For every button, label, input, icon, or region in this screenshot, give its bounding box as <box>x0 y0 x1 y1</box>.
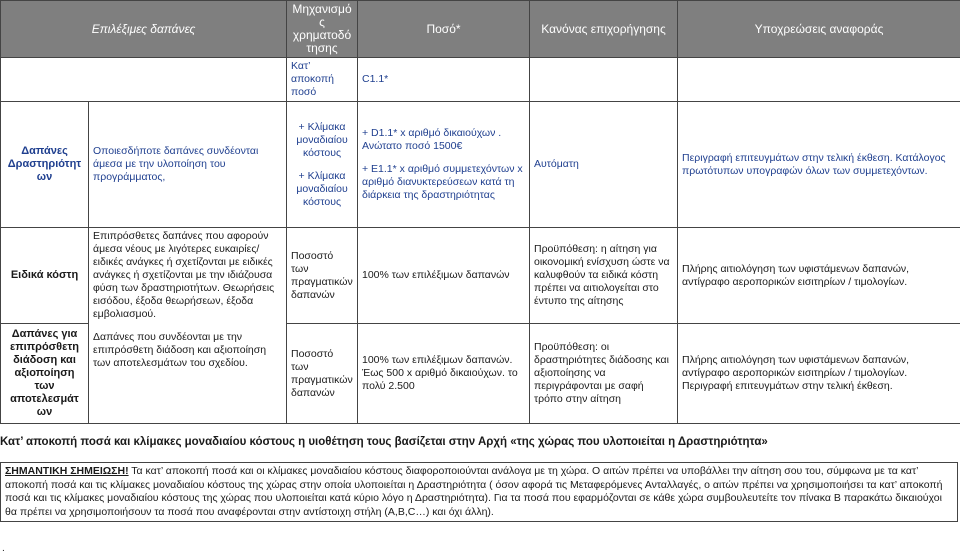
special-rule: Προϋπόθεση: η αίτηση για οικονομική ενίσχυση ώστε να καλυφθούν τα ειδικά κόστη πρέπει να αιτιολογείται στο έντυπο της αίτησης <box>530 228 678 324</box>
activity-reporting: Περιγραφή επιτευγμάτων στην τελική έκθεση. Κατάλογος πρωτότυπων υπογραφών όλων των συμμετεχόντων. <box>678 102 960 228</box>
dissemination-rule: Προϋπόθεση: οι δραστηριότητες διάδοσης και αξιοποίησης να περιγράφονται με σαφή τρόπο στην αίτηση <box>530 324 678 424</box>
activity-costs-description: Οποιεσδήποτε δαπάνες συνδέονται άμεσα με την υλοποίηση του προγράμματος, <box>89 102 287 228</box>
header-amount: Ποσό* <box>358 1 530 58</box>
special-reporting: Πλήρης αιτιολόγηση των υφιστάμενων δαπανών, αντίγραφο αεροπορικών εισιτηρίων / τιμολογίων. <box>678 228 960 324</box>
header-reporting-obligations: Υποχρεώσεις αναφοράς <box>678 1 960 58</box>
important-note-label: ΣΗΜΑΝΤΙΚΗ ΣΗΜΕΙΩΣΗ! <box>5 465 129 477</box>
dissemination-costs-description: Δαπάνες που συνδέονται με την επιπρόσθετη διάδοση και αξιοποίηση των αποτελεσμάτων του σχεδίου. <box>93 331 267 369</box>
dissemination-mechanism: Ποσοστό των πραγματικών δαπανών <box>287 324 358 424</box>
special-dissemination-descriptions <box>89 228 287 424</box>
special-mechanism: Ποσοστό των πραγματικών δαπανών <box>287 228 358 324</box>
header-funding-mechanism: Μηχανισμό ς χρηματοδό τησης <box>287 1 358 58</box>
row-title-dissemination-costs: Δαπάνες για επιπρόσθετη διάδοση και αξιοποίηση των αποτελεσμάτ ων <box>1 324 89 424</box>
special-costs-description: Επιπρόσθετες δαπάνες που αφορούν άμεσα νέους με λιγότερες ευκαιρίες/ειδικές ανάγκες ή σχετίζονται με ειδικές ανάγκες ή σχετίζονται με την ιδιάζουσα φύση των δραστηριοτήτων. Θεωρήσεις εισόδου, έξοδα θεωρήσεων, έξοδα εμβολιασμού. <box>93 230 275 320</box>
activity-mechanism-1: + Κλίμακα μοναδιαίου κόστους <box>296 120 348 159</box>
special-amount: 100% των επιλέξιμων δαπανών <box>358 228 530 324</box>
activity-rule: Αυτόματη <box>530 102 678 228</box>
activity-amount-2: + E1.1* x αριθμό συμμετεχόντων x αριθμό διανυκτερεύσεων κατά τη διάρκεια της δραστηριότητας <box>362 163 523 201</box>
header-eligible-costs: Επιλέξιμες δαπάνες <box>1 1 287 58</box>
stray-mark: . <box>2 543 5 554</box>
header-eligibility-rule: Κανόνας επιχορήγησης <box>530 1 678 58</box>
row-title-activity-costs: Δαπάνες Δραστηριότητ ων <box>1 102 89 228</box>
country-principle-line: Κατ’ αποκοπή ποσά και κλίμακες μοναδιαίου κόστους η υιοθέτηση τους βασίζεται στην Αρχή «της χώρας που υλοποιείται η Δραστηριότητα» <box>0 436 768 448</box>
activity-amount-1: + D1.1* x αριθμό δικαιούχων . Ανώτατο ποσό 1500€ <box>362 127 502 152</box>
important-note-text: Τα κατ’ αποκοπή ποσά και οι κλίμακες μοναδιαίου κόστους διαφοροποιούνται ανάλογα με τη χώρα. Ο αιτών πρέπει να υποβάλλει την αίτηση σου του, σύμφωνα με τα κατ’ αποκοπή ποσά και τις κλίμακες μοναδιαίου κόστους της χώρας στην οποία υλοποιείται η Δραστηριότητα ( όσον αφορά τις Μεταφερόμενες Ανταλλαγές, ο αιτών πρέπει να χρησιμοποιήσει τα κατ’ αποκοπή ποσά και τις κλίμακες μοναδιαίου κόστους της χώρας που υλοποιείται κατά κύριο λόγο η Δραστηριότητα). Για τα ποσά που εφαρμόζονται σε κάθε χώρα συμβουλευτείτε τον πίνακα Β παρακάτω δικαιούχοι θα πρέπει να χρησιμοποιήσουν τα ποσά που αναφέρονται στην αντίστοιχη στήλη (A,B,C…) και όχι άλλη). <box>5 465 943 518</box>
subheader-mechanism: Κατ’ αποκοπή ποσό <box>287 58 358 102</box>
activity-mechanism-2: + Κλίμακα μοναδιαίου κόστους <box>296 169 348 208</box>
subheader-amount: C1.1* <box>358 58 530 102</box>
row-title-special-costs: Ειδικά κόστη <box>1 228 89 324</box>
dissemination-amount: 100% των επιλέξιμων δαπανών. Έως 500 x αριθμό δικαιούχων. το πολύ 2.500 <box>358 324 530 424</box>
important-note <box>0 462 958 522</box>
dissemination-reporting: Πλήρης αιτιολόγηση των υφιστάμενων δαπανών, αντίγραφο αεροπορικών εισιτηρίων / τιμολογίων. Περιγραφή επιτευγμάτων στην τελική έκθεση. <box>678 324 960 424</box>
